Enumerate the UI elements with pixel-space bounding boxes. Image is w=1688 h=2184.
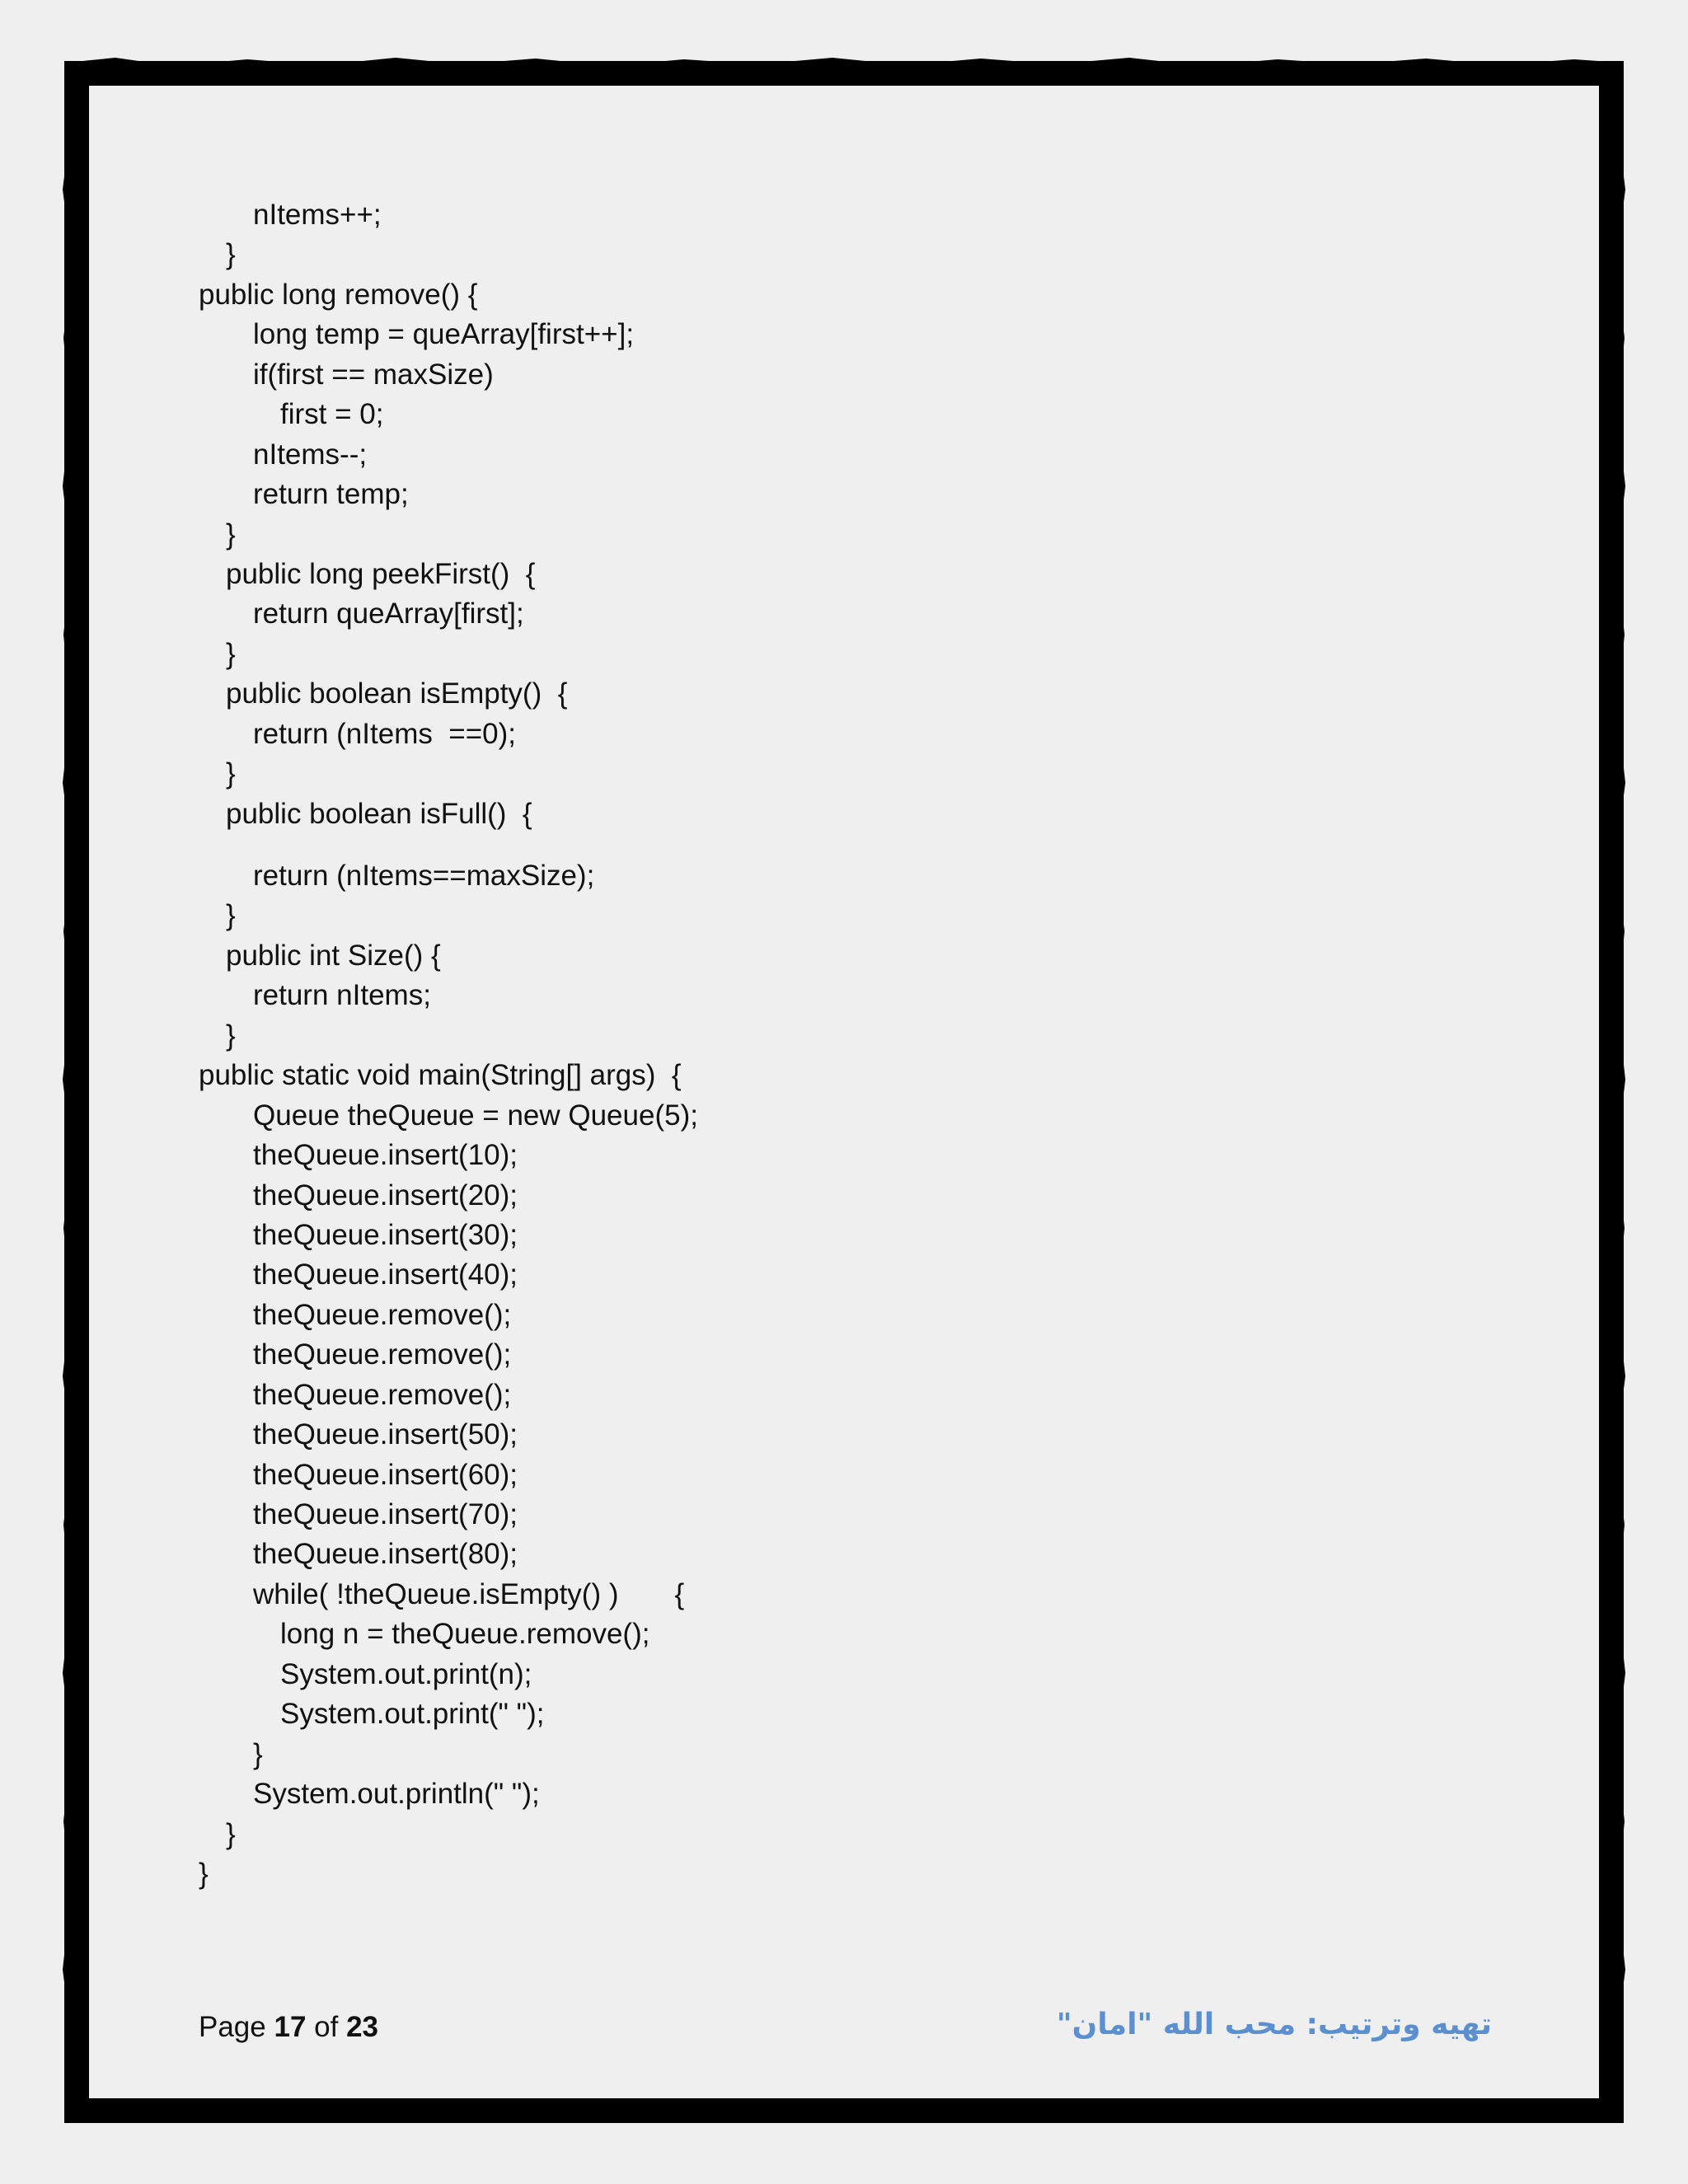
code-line: first = 0; [280,398,384,431]
code-line: theQueue.remove(); [253,1298,512,1331]
code-line: } [226,757,236,790]
code-line: return temp; [253,478,409,511]
code-line: public static void main(String[] args) { [199,1059,682,1092]
code-line: } [199,1857,209,1890]
page-total: 23 [346,2011,379,2043]
code-line: theQueue.insert(20); [253,1179,518,1212]
code-line: return nItems; [253,979,431,1012]
code-line: theQueue.insert(40); [253,1258,518,1291]
code-line: public int Size() { [226,939,441,972]
author-credit: تهيه وترتيب: محب الله "امان" [1056,2008,1492,2041]
code-line: return queArray[first]; [253,598,524,630]
code-line: public long remove() { [199,278,478,311]
code-line: theQueue.remove(); [253,1338,512,1371]
code-line: } [226,1817,236,1850]
code-line: theQueue.remove(); [253,1378,512,1411]
code-line: theQueue.insert(30); [253,1218,518,1251]
page-word: Page [199,2011,266,2043]
code-line: System.out.print(n); [280,1657,532,1690]
code-line: if(first == maxSize) [253,358,494,391]
code-line: public boolean isEmpty() { [226,677,568,710]
code-line: } [226,899,236,932]
code-line: while( !theQueue.isEmpty() ) { [253,1577,685,1610]
code-line: public long peekFirst() { [226,557,536,590]
code-line: long temp = queArray[first++]; [253,318,635,351]
code-line: theQueue.insert(10); [253,1139,518,1172]
code-line: return (nItems ==0); [253,717,517,750]
code-line: } [226,1019,236,1052]
code-line: } [226,637,236,670]
code-line: public boolean isFull() { [226,797,532,830]
code-line: long n = theQueue.remove(); [280,1618,650,1651]
code-line: System.out.println(" "); [253,1778,540,1811]
page-number [199,2011,378,2044]
code-line: System.out.print(" "); [280,1698,545,1731]
code-line: Queue theQueue = new Queue(5); [253,1099,698,1132]
code-line: nItems--; [253,438,368,471]
code-line: return (nItems==maxSize); [253,860,595,892]
code-line: theQueue.insert(70); [253,1498,518,1530]
code-line: } [253,1737,263,1770]
code-line: } [226,238,236,271]
code-line: theQueue.insert(60); [253,1458,518,1491]
code-line: theQueue.insert(80); [253,1538,518,1571]
code-line: } [226,518,236,551]
page-current: 17 [274,2011,307,2043]
code-line: nItems++; [253,199,382,231]
code-line: theQueue.insert(50); [253,1418,518,1451]
code-listing [199,195,698,1894]
of-word: of [314,2011,339,2043]
